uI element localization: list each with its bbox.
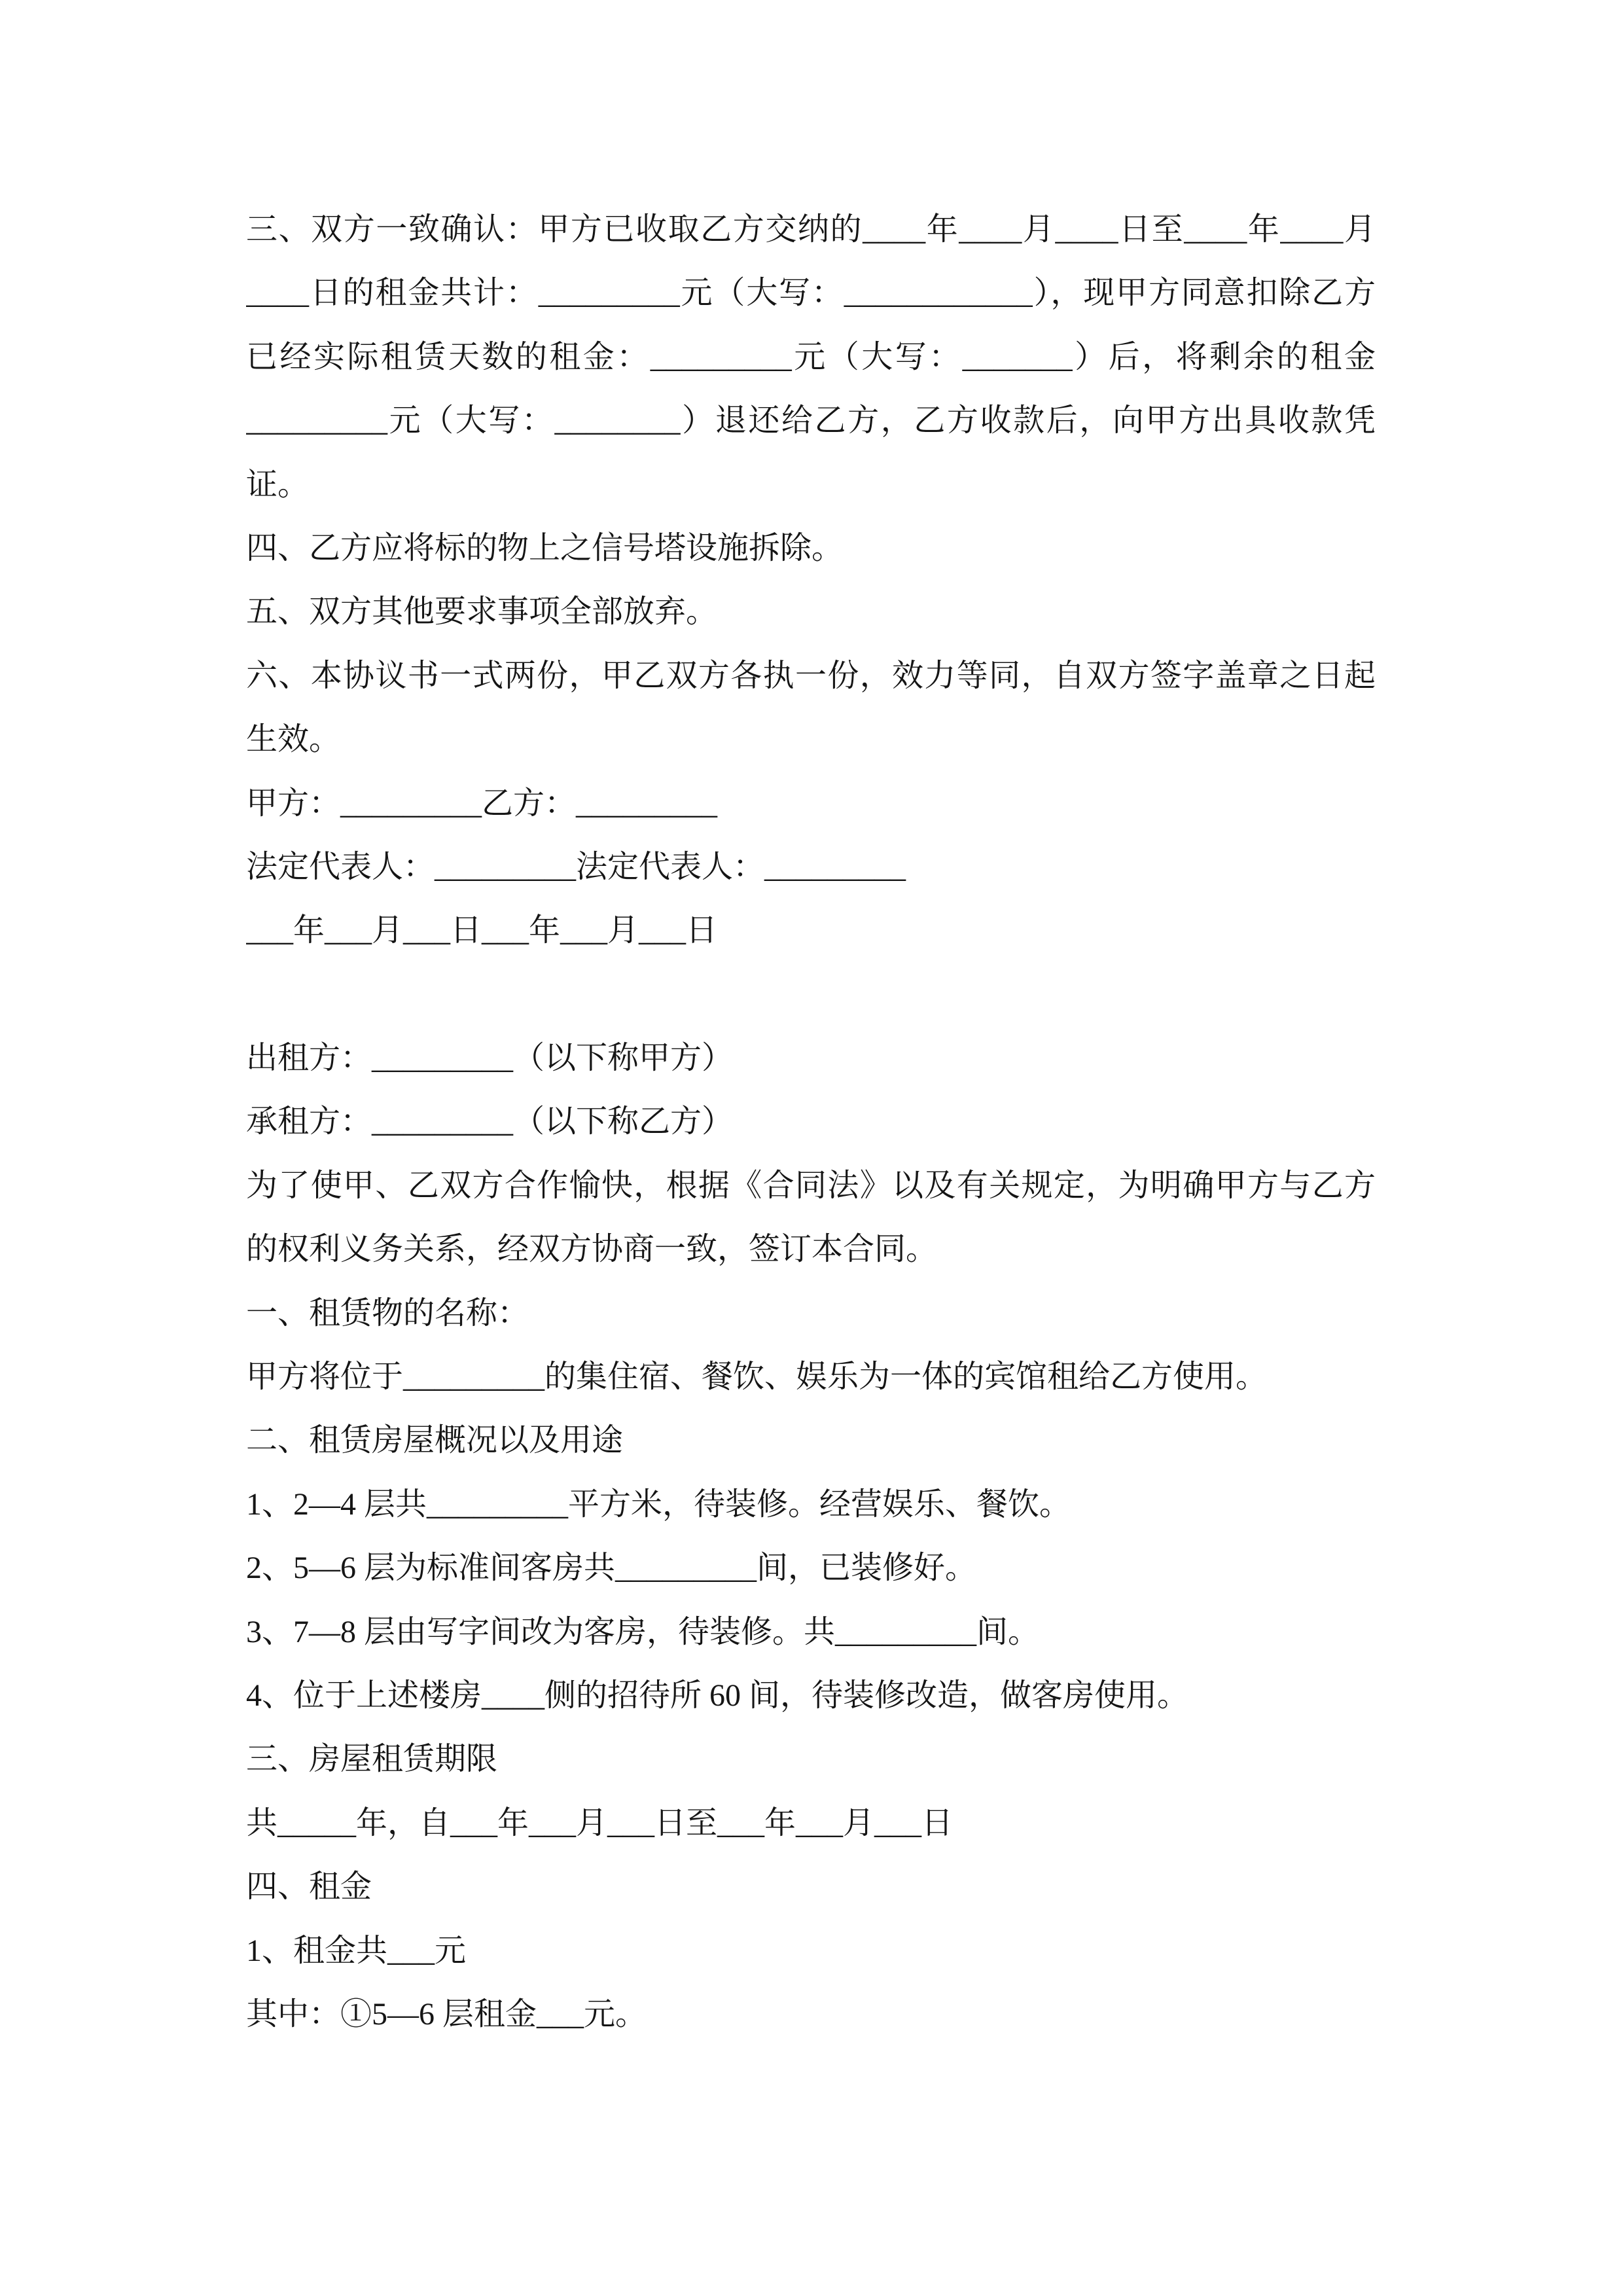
- section-3-heading: 三、房屋租赁期限: [246, 1742, 498, 1777]
- preamble-line-2: 的权利义务关系，经双方协商一致，签订本合同。: [246, 1232, 938, 1267]
- clause-4: 四、乙方应将标的物上之信号塔设施拆除。: [246, 530, 844, 565]
- section-spacer: [246, 963, 1376, 1026]
- clause-3-line-1: 三、双方一致确认：甲方已收取乙方交纳的____年____月____日至____年____月: [246, 212, 1376, 247]
- signature-legal-representatives: 法定代表人：_________法定代表人：_________: [246, 849, 906, 884]
- clause-6-line-2: 生效。: [246, 722, 341, 757]
- section-2-item: 3、7—8 层由写字间改为客房，待装修。共_________间。: [246, 1614, 1040, 1649]
- section-2-item: 2、5—6 层为标准间客房共_________间，已装修好。: [246, 1551, 977, 1586]
- section-4-item: 其中：①5—6 层租金___元。: [246, 1996, 647, 2032]
- section-1-text: 甲方将位于_________的集住宿、餐饮、娱乐为一体的宾馆租给乙方使用。: [246, 1359, 1268, 1395]
- section-2-heading: 二、租赁房屋概况以及用途: [246, 1423, 624, 1458]
- clause-3-line-5: 证。: [246, 467, 310, 502]
- section-4-heading: 四、租金: [246, 1869, 372, 1905]
- clause-6-line-1: 六、本协议书一式两份，甲乙双方各执一份，效力等同，自双方签字盖章之日起: [246, 658, 1376, 693]
- clause-5: 五、双方其他要求事项全部放弃。: [246, 594, 718, 630]
- lessee-line: 承租方：_________（以下称乙方）: [246, 1104, 734, 1139]
- signature-dates: ___年___月___日___年___月___日: [246, 913, 718, 948]
- lease-contract: [246, 1026, 1376, 2046]
- section-2-item: 1、2—4 层共_________平方米，待装修。经营娱乐、餐饮。: [246, 1486, 1071, 1522]
- clause-3-line-3: 已经实际租赁天数的租金：_________元（大写：_______）后，将剩余的租金: [246, 339, 1376, 374]
- lessor-line: 出租方：_________（以下称甲方）: [246, 1041, 734, 1076]
- clause-3-line-2: ____日的租金共计：_________元（大写：____________），现甲方同意扣除乙方: [246, 276, 1376, 311]
- document-page: [246, 198, 1376, 2046]
- preamble-line-1: 为了使甲、乙双方合作愉快，根据《合同法》以及有关规定，为明确甲方与乙方: [246, 1168, 1376, 1203]
- section-2-item: 4、位于上述楼房____侧的招待所 60 间，待装修改造，做客房使用。: [246, 1677, 1189, 1713]
- section-1-heading: 一、租赁物的名称：: [246, 1295, 529, 1331]
- signature-parties: 甲方：_________乙方：_________: [246, 785, 718, 821]
- clause-3-line-4: _________元（大写：________）退还给乙方，乙方收款后，向甲方出具收款凭: [246, 403, 1376, 439]
- section-3-text: 共_____年，自___年___月___日至___年___月___日: [246, 1805, 954, 1840]
- section-4-item: 1、租金共___元: [246, 1933, 467, 1968]
- termination-agreement: [246, 198, 1376, 963]
